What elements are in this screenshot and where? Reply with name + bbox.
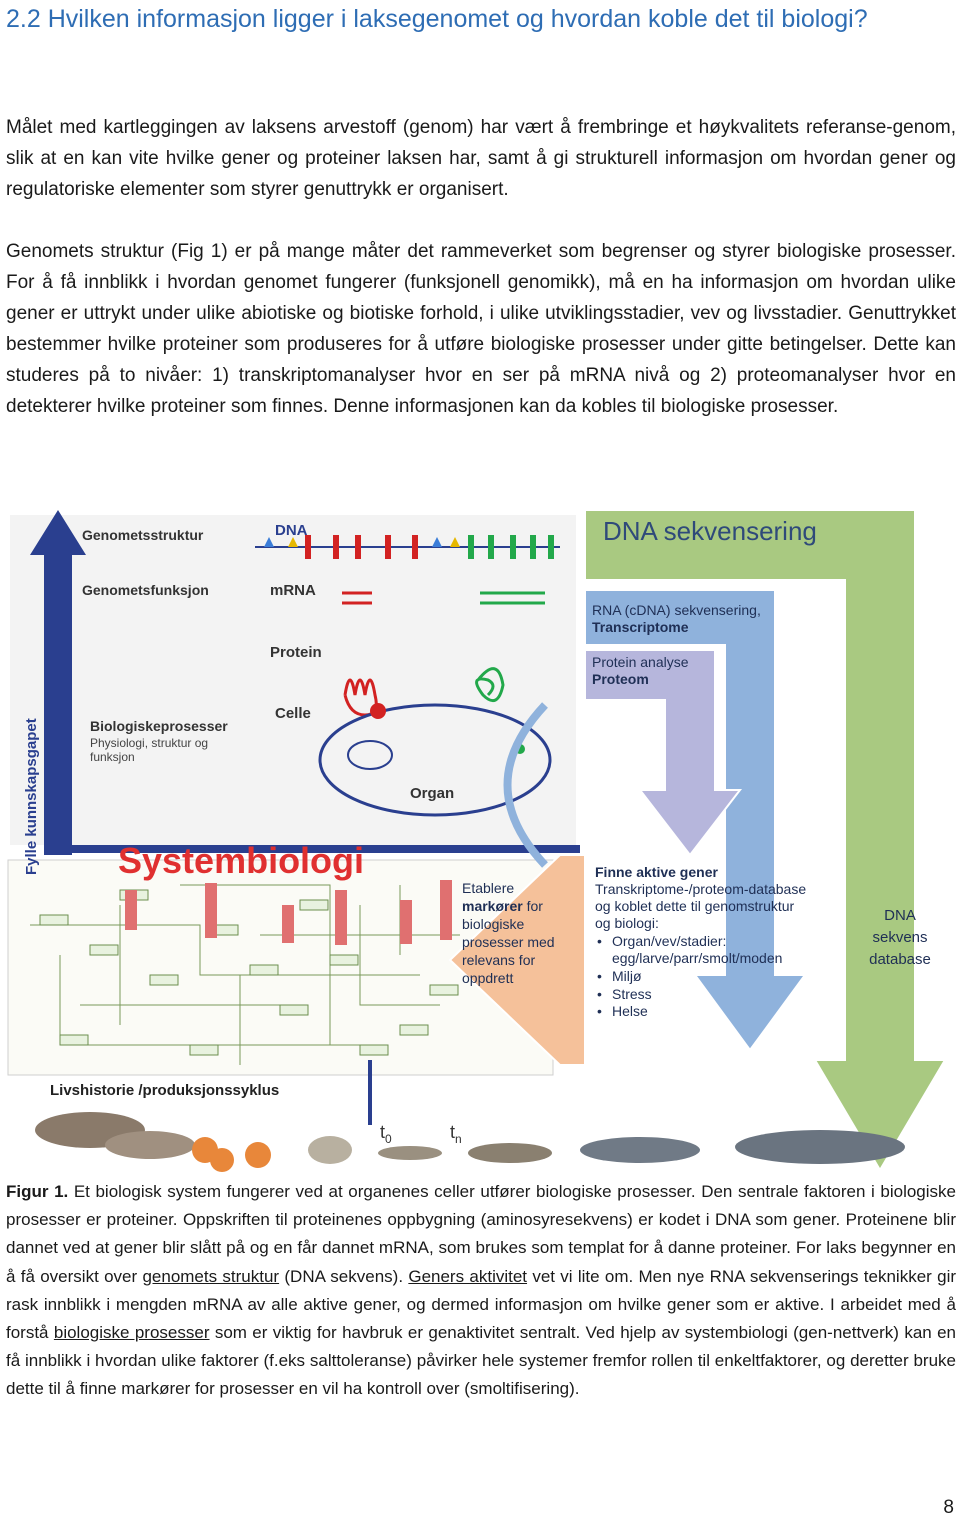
protein-label: Protein bbox=[270, 644, 322, 661]
lifecycle-label: Livshistorie /produksjonssyklus bbox=[50, 1082, 280, 1099]
tn-label: $t_n$ bbox=[450, 1122, 462, 1146]
mrna-label: mRNA bbox=[270, 582, 316, 599]
active-genes-bullet-4: Helse bbox=[612, 1003, 648, 1019]
figure-caption bbox=[6, 1178, 956, 1404]
active-genes-line3: og biologi: bbox=[595, 915, 659, 931]
caption-part4: som er viktig for havbruk er genaktivitet sentralt. Ved hjelp av systembiologi (gen-nettverk) kan en få innblikk i hvordan ulike faktorer (f.eks salttoleranse) påvirker hele systemer fremfor rollen til enkeltfaktorer, og deretter bruke dette til å finne markører for prosesser en vil ha kontroll over (smoltifisering). bbox=[6, 1323, 956, 1399]
protein-analysis-line2: Proteom bbox=[592, 671, 649, 687]
svg-text:•: • bbox=[597, 933, 602, 949]
database-line1: DNA bbox=[884, 907, 916, 924]
paragraph-2: Genomets struktur (Fig 1) er på mange måter det rammeverket som begrenser og styrer biologiske prosesser. For å få innblikk i hvordan genomet fungerer (funksjonell genomikk), må en ha informasjon om hvordan ulike gener er uttrykt under ulike abiotiske og biotiske forhold, i ulike utviklingsstadier, vev og livsstadier. Genuttrykket bestemmer hvilke proteiner som produseres for å utføre biologiske prosesser under gitte betingelser. Dette kan studeres på to nivåer: 1) transkriptomanalyser hvor en ser på mRNA nivå og 2) proteomanalyser hvor en detekterer hvilke proteiner som finnes. Denne informasjonen kan da kobles til biologiske prosesser. bbox=[6, 241, 956, 417]
database-line3: database bbox=[869, 951, 931, 968]
rna-seq-line2: Transcriptome bbox=[592, 619, 689, 635]
active-genes-bullet-1b: egg/larve/parr/smolt/moden bbox=[612, 950, 783, 966]
figure-1 bbox=[0, 505, 960, 1175]
dna-label: DNA bbox=[275, 522, 308, 539]
caption-link-bio-processes: biologiske prosesser bbox=[53, 1323, 210, 1343]
bio-processes-label: Biologiskeprosesser bbox=[90, 718, 228, 734]
page-number: 8 bbox=[943, 1497, 954, 1518]
active-genes-bullet-1: Organ/vev/stadier: bbox=[612, 933, 727, 949]
caption-label: Figur 1. bbox=[6, 1182, 69, 1201]
caption-link-gene-activity: Geners aktivitet bbox=[408, 1266, 528, 1286]
markers-line6: oppdrett bbox=[462, 970, 514, 986]
active-genes-line1: Transkriptome-/proteom-database bbox=[595, 881, 807, 897]
rna-seq-line1: RNA (cDNA) sekvensering, bbox=[592, 602, 761, 618]
dna-sequencing-title: DNA sekvensering bbox=[603, 516, 817, 546]
organ-label: Organ bbox=[410, 785, 455, 802]
markers-line2: markører for bbox=[462, 898, 543, 914]
section-heading: 2.2 Hvilken informasjon ligger i laksegenomet og hvordan koble det til biologi? bbox=[6, 5, 868, 33]
markers-line5: relevans for bbox=[462, 952, 536, 968]
figure-illustration bbox=[0, 505, 960, 1175]
parr-icon bbox=[468, 1143, 552, 1163]
adult-salmon-icon bbox=[735, 1130, 905, 1164]
cell-label: Celle bbox=[275, 705, 311, 722]
active-genes-title: Finne aktive gener bbox=[595, 864, 718, 880]
lifecycle-images bbox=[35, 1112, 905, 1172]
active-genes-bullet-2: Miljø bbox=[612, 968, 642, 984]
protein-analysis-line1: Protein analyse bbox=[592, 654, 689, 670]
systembiologi-label: Systembiologi bbox=[118, 840, 365, 881]
caption-part2: (DNA sekvens). bbox=[279, 1266, 409, 1286]
svg-text:•: • bbox=[597, 968, 602, 984]
genome-function-label: Genometsfunksjon bbox=[82, 582, 209, 598]
bio-processes-sub1: Physiologi, struktur og bbox=[90, 736, 209, 750]
knowledge-gap-label: Fylle kunnskapsgapet bbox=[23, 718, 40, 875]
markers-line3: biologiske bbox=[462, 916, 525, 932]
svg-text:•: • bbox=[597, 986, 602, 1002]
active-genes-bullet-3: Stress bbox=[612, 986, 652, 1002]
database-line2: sekvens bbox=[872, 929, 928, 946]
t0-label: $t_0$ bbox=[380, 1122, 392, 1146]
bio-processes-sub2: funksjon bbox=[90, 750, 135, 764]
markers-line4: prosesser med bbox=[462, 934, 555, 950]
genome-structure-label: Genometsstruktur bbox=[82, 527, 204, 543]
larva-icon bbox=[378, 1146, 442, 1160]
caption-part1: Et biologisk system fungerer ved at organenes celler utfører biologiske prosesser. Den sentrale faktoren i biologiske prosesser er proteiner. Oppskriften til proteinenes oppbygning (aminosyresekvens) er kodet i DNA som gener. Proteinene blir dannet ved at gener blir slått på og en får dannet mRNA, som brukes som templat for å danne proteiner. For laks begynner en å få oversikt over bbox=[6, 1182, 956, 1286]
active-genes-line2: og koblet dette til genomstruktur bbox=[595, 898, 795, 914]
markers-line1: Etablere bbox=[462, 880, 515, 896]
top-left-panel bbox=[10, 515, 576, 845]
smolt-icon bbox=[580, 1137, 700, 1163]
svg-text:•: • bbox=[597, 1003, 602, 1019]
paragraph-1: Målet med kartleggingen av laksens arvestoff (genom) har vært å frembringe et høykvalitets referanse-genom, slik at en kan vite hvilke gener og proteiner laksen har, samt å gi strukturell informasjon om hvordan gener og regulatoriske elementer som styrer genuttrykk er organisert. bbox=[6, 117, 956, 200]
caption-link-genome-structure: genomets struktur bbox=[142, 1266, 280, 1286]
caption-part3: vet vi lite om. Men nye RNA sekvenserings teknikker gir rask innblikk i mengden mRNA av alle aktive gener, og dermed informasjon om hvilke gener som er aktive. I arbeidet med å forstå bbox=[6, 1266, 957, 1343]
